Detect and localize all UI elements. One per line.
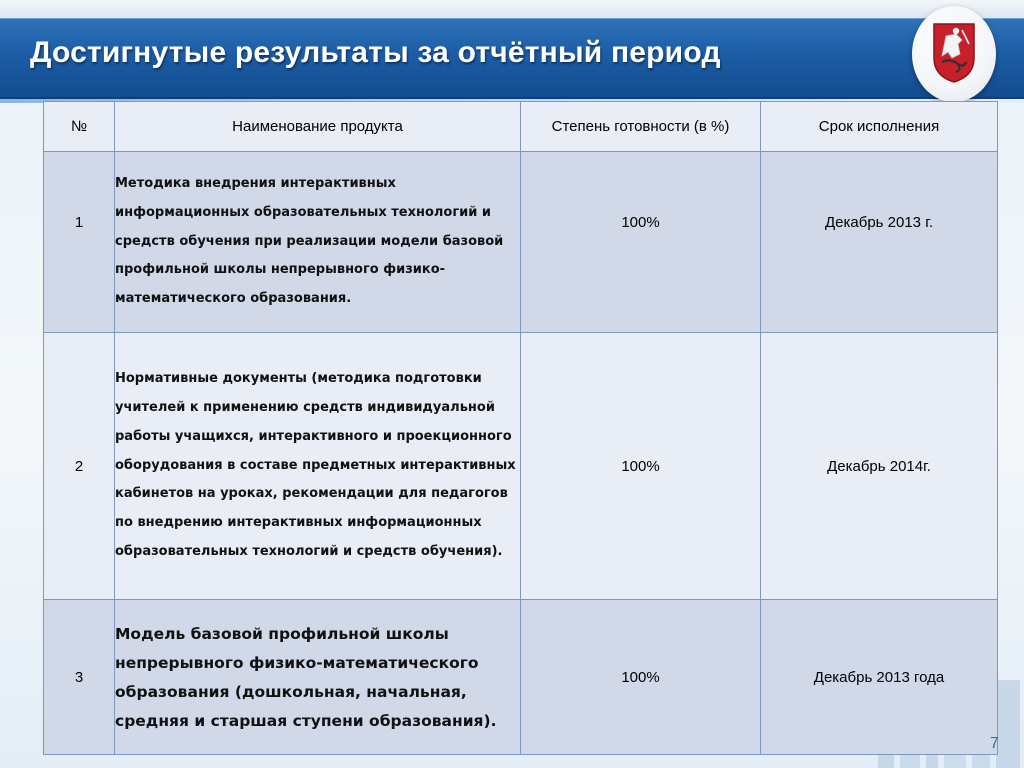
row-number-cell	[44, 152, 115, 333]
slide-number: 7	[990, 735, 999, 752]
deadline-cell	[761, 152, 998, 333]
product-name-cell	[115, 152, 521, 333]
row-number-cell	[44, 600, 115, 755]
row-number: 2	[74, 457, 84, 475]
header-deadline: Срок исполнения	[761, 102, 998, 152]
table-row	[44, 600, 998, 755]
table-header-row	[44, 102, 998, 152]
product-name-cell	[115, 600, 521, 755]
deadline-cell	[761, 333, 998, 600]
header-readiness: Степень готовности (в %)	[521, 102, 761, 152]
product-name: Методика внедрения интерактивных информационных образовательных технологий и средств обучения при реализации модели базовой профильной школы непрерывного физико-математического образования.	[115, 176, 504, 307]
header-number: №	[44, 102, 115, 152]
deadline-cell	[761, 600, 998, 755]
row-number-cell	[44, 333, 115, 600]
deadline-value: Декабрь 2013 года	[813, 668, 945, 686]
readiness-value: 100%	[621, 213, 660, 231]
table-row	[44, 333, 998, 600]
deadline-value: Декабрь 2013 г.	[825, 213, 933, 231]
readiness-cell	[521, 152, 761, 333]
readiness-cell	[521, 333, 761, 600]
row-number: 1	[74, 213, 84, 231]
moscow-coat-of-arms-icon	[912, 6, 996, 102]
deadline-value: Декабрь 2014г.	[827, 457, 931, 475]
readiness-cell	[521, 600, 761, 755]
product-name: Нормативные документы (методика подготовки учителей к применению средств индивидуальной работы учащихся, интерактивного и проекционного оборудования в составе предметных интерактивных кабинетов на уроках, рекомендации для педагогов по внедрению интерактивных информационных образовательных технологий и средств обучения).	[115, 371, 516, 559]
page-title: Достигнутые результаты за отчётный период	[30, 36, 721, 69]
table-row	[44, 152, 998, 333]
results-table	[43, 101, 998, 755]
header-product-name: Наименование продукта	[115, 102, 521, 152]
product-name: Модель базовой профильной школы непрерывного физико-математического образования (дошкольная, начальная, средняя и старшая ступени образования).	[115, 625, 497, 730]
product-name-cell	[115, 333, 521, 600]
row-number: 3	[74, 668, 84, 686]
readiness-value: 100%	[621, 668, 660, 686]
top-strip	[0, 0, 1024, 18]
readiness-value: 100%	[621, 457, 660, 475]
